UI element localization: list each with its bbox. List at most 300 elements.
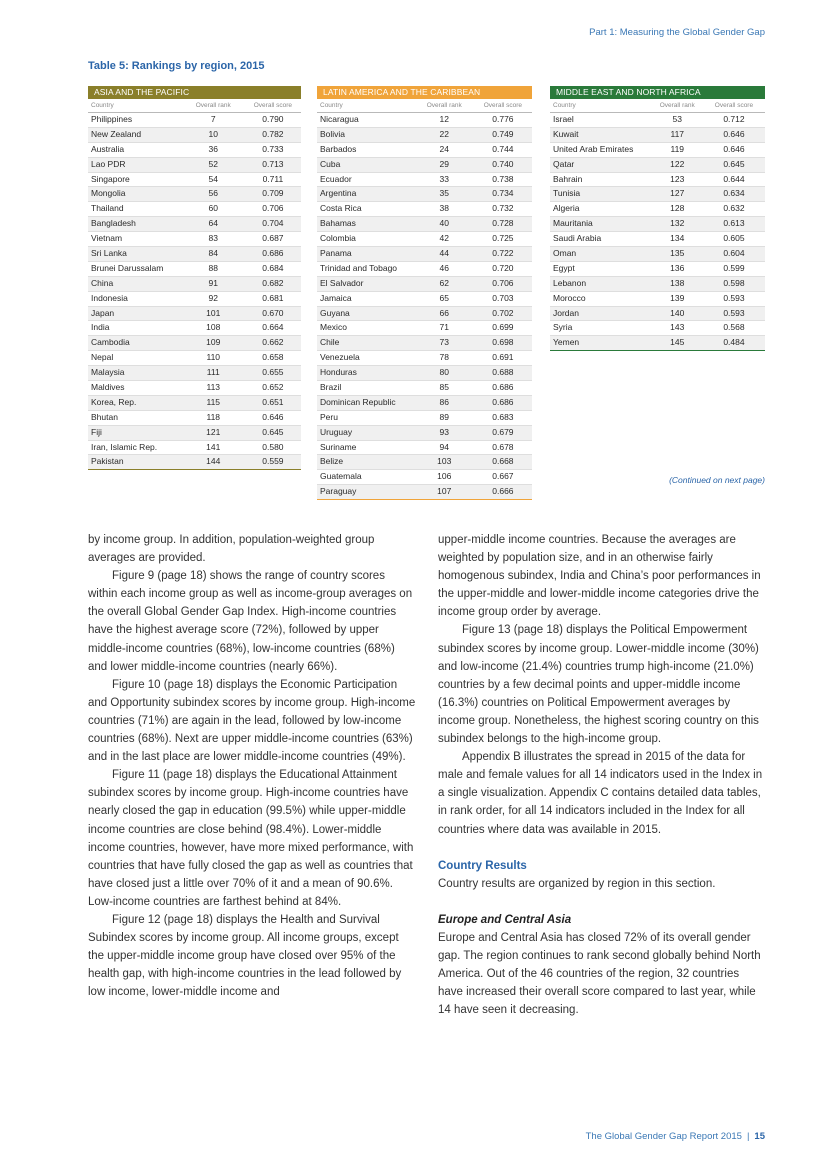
body-paragraph: Figure 13 (page 18) displays the Political Empowerment subindex scores by income group. Lower-middle income (30%) and low-income (21.4%) countries trump high-income (21.0%) countries by a few decimal points and upper-middle income (16.3%) countries on Political Empowerment averages by income group. Nonetheless, the highest scoring country on this subindex belongs to the high-income group. — [438, 624, 759, 746]
col-head-rank: Overall rank — [195, 102, 231, 109]
continued-note: (Continued on next page) — [669, 475, 765, 485]
footer-separator: | — [746, 1131, 750, 1142]
cell-country: Brunei Darussalam — [91, 262, 164, 273]
cell-rank: 121 — [206, 426, 221, 437]
cell-country: Indonesia — [91, 292, 128, 303]
cell-rank: 119 — [670, 143, 685, 154]
cell-score: 0.559 — [262, 456, 284, 467]
cell-rank: 56 — [208, 188, 218, 199]
subsection-heading-europe: Europe and Central Asia — [438, 913, 572, 926]
cell-rank: 64 — [208, 218, 218, 229]
cell-score: 0.644 — [723, 173, 745, 184]
table-row — [317, 426, 532, 441]
cell-score: 0.658 — [262, 352, 284, 363]
running-head: Part 1: Measuring the Global Gender Gap — [589, 27, 765, 38]
table-row — [317, 470, 532, 485]
cell-rank: 52 — [208, 158, 218, 169]
cell-rank: 46 — [439, 262, 449, 273]
cell-country: Bahrain — [553, 173, 583, 184]
cell-country: Argentina — [320, 188, 357, 199]
body-paragraph: Figure 9 (page 18) shows the range of country scores within each income group as well as income-group averages on the overall Global Gender Gap Index. High-income countries have the highest average score (72%), followed by upper middle-income countries (68%), low-income countries (68%) and lower middle-income countries (nearly 66%). — [88, 570, 413, 673]
cell-country: Cuba — [320, 158, 341, 169]
cell-rank: 108 — [206, 322, 221, 333]
cell-score: 0.632 — [723, 203, 745, 214]
cell-country: Fiji — [91, 426, 102, 437]
cell-country: Colombia — [320, 233, 356, 244]
cell-rank: 36 — [208, 143, 218, 154]
table-row — [317, 455, 532, 470]
cell-country: Bolivia — [320, 128, 346, 139]
table-row — [88, 351, 301, 366]
cell-rank: 101 — [206, 307, 221, 318]
cell-score: 0.733 — [262, 143, 284, 154]
table-row — [88, 455, 301, 470]
cell-country: Bhutan — [91, 411, 118, 422]
body-column-right — [438, 531, 766, 1019]
cell-country: Algeria — [553, 203, 580, 214]
cell-score: 0.706 — [262, 203, 284, 214]
cell-country: Jamaica — [320, 292, 352, 303]
table-row — [88, 336, 301, 351]
cell-score: 0.686 — [492, 382, 514, 393]
table-row — [317, 217, 532, 232]
cell-country: Nepal — [91, 352, 114, 363]
cell-score: 0.686 — [492, 396, 514, 407]
cell-rank: 62 — [439, 277, 449, 288]
cell-country: Brazil — [320, 382, 342, 393]
cell-country: Guatemala — [320, 471, 362, 482]
cell-country: Vietnam — [91, 233, 123, 244]
cell-score: 0.713 — [262, 158, 284, 169]
cell-score: 0.668 — [492, 456, 514, 467]
table-row — [317, 381, 532, 396]
cell-rank: 40 — [439, 218, 449, 229]
cell-country: Japan — [91, 307, 115, 318]
cell-rank: 128 — [670, 203, 685, 214]
cell-rank: 136 — [670, 262, 685, 273]
cell-country: Malaysia — [91, 367, 125, 378]
cell-score: 0.728 — [492, 218, 514, 229]
region-table-asia — [88, 86, 301, 470]
cell-rank: 115 — [206, 396, 221, 407]
table-rows — [550, 113, 765, 351]
cell-country: Uruguay — [320, 426, 353, 437]
cell-country: Maldives — [91, 382, 125, 393]
cell-score: 0.599 — [723, 262, 745, 273]
cell-score: 0.686 — [262, 248, 284, 259]
cell-score: 0.712 — [723, 114, 745, 124]
table-row — [88, 187, 301, 202]
cell-rank: 117 — [670, 128, 685, 139]
table-row — [88, 232, 301, 247]
table-row — [317, 441, 532, 456]
page-number: 15 — [754, 1131, 765, 1142]
cell-country: Qatar — [553, 158, 575, 169]
cell-score: 0.681 — [262, 292, 284, 303]
cell-rank: 33 — [439, 173, 449, 184]
cell-rank: 118 — [206, 411, 221, 422]
cell-country: Kuwait — [553, 128, 579, 139]
col-head-country: Country — [91, 102, 114, 109]
cell-country: Barbados — [320, 143, 357, 154]
table-row — [550, 307, 765, 322]
cell-score: 0.682 — [262, 277, 284, 288]
cell-score: 0.709 — [262, 188, 284, 199]
cell-score: 0.484 — [723, 337, 745, 348]
cell-score: 0.782 — [262, 128, 284, 139]
cell-score: 0.698 — [492, 337, 514, 348]
region-table-mena — [550, 86, 765, 351]
cell-country: Korea, Rep. — [91, 396, 137, 407]
cell-country: Yemen — [553, 337, 580, 348]
cell-country: Mauritania — [553, 218, 593, 229]
table-row — [88, 426, 301, 441]
cell-score: 0.679 — [492, 426, 514, 437]
table-row — [88, 128, 301, 143]
table-row — [88, 366, 301, 381]
cell-country: Venezuela — [320, 352, 360, 363]
cell-rank: 111 — [206, 367, 220, 378]
column-headers — [550, 99, 765, 113]
cell-country: Israel — [553, 114, 574, 124]
cell-score: 0.722 — [492, 248, 514, 259]
footer-report-title: The Global Gender Gap Report 2015 — [585, 1131, 742, 1142]
cell-score: 0.652 — [262, 382, 284, 393]
cell-score: 0.732 — [492, 203, 514, 214]
cell-rank: 84 — [208, 248, 218, 259]
cell-rank: 107 — [437, 486, 452, 497]
body-paragraph: Figure 11 (page 18) displays the Educational Attainment subindex scores by income group. High-income countries have nearly closed the gap in education (99.5%) while upper-middle income countries are close behind (98.4%). Lower-middle income countries, however, have more mixed performance, with countries that have fully closed the gap as well as countries that have closed just a little over 70% of it and a mean of 90.6%. Low-income countries are farthest behind at 84%. — [88, 769, 414, 908]
col-head-score: Overall score — [253, 102, 293, 109]
cell-rank: 89 — [439, 411, 449, 422]
cell-score: 0.702 — [492, 307, 514, 318]
table-row — [88, 411, 301, 426]
table-row — [550, 202, 765, 217]
table-row — [88, 143, 301, 158]
cell-score: 0.749 — [492, 128, 514, 139]
body-paragraph: Figure 10 (page 18) displays the Economic Participation and Opportunity subindex scores by income group. High-income countries (71%) are again in the lead, followed by low-income countries (68%). Next are upper middle-income countries (63%) and in the last place are lower middle-income countries (49%). — [88, 678, 416, 764]
body-column-left — [88, 531, 416, 1001]
cell-rank: 91 — [208, 277, 218, 288]
table-row — [88, 113, 301, 128]
body-paragraph: Figure 12 (page 18) displays the Health and Survival Subindex scores by income group. All income groups, except the upper-middle income group have closed over 95% of the health gap, with high-income countries in the lead followed by low income, lower-middle income and — [88, 913, 402, 999]
cell-country: Peru — [320, 411, 338, 422]
cell-score: 0.738 — [492, 173, 514, 184]
cell-country: United Arab Emirates — [553, 143, 634, 154]
table-title: Table 5: Rankings by region, 2015 — [88, 60, 265, 72]
cell-rank: 122 — [670, 158, 685, 169]
cell-rank: 35 — [439, 188, 449, 199]
cell-rank: 92 — [208, 292, 218, 303]
body-paragraph: Appendix B illustrates the spread in 2015 of the data for male and female values for all 14 indicators used in the Index in a single visualization. Appendix C contains detailed data tables, in rank order, for all 14 indicators included in the Index for all countries where data was available in 2015. — [438, 751, 763, 836]
cell-score: 0.634 — [723, 188, 745, 199]
cell-country: Guyana — [320, 307, 350, 318]
table-row — [317, 277, 532, 292]
cell-score: 0.711 — [262, 173, 284, 184]
cell-country: Cambodia — [91, 337, 130, 348]
cell-score: 0.605 — [723, 233, 745, 244]
cell-score: 0.704 — [262, 218, 284, 229]
table-row — [550, 262, 765, 277]
table-row — [317, 143, 532, 158]
cell-country: Pakistan — [91, 456, 124, 467]
table-row — [88, 247, 301, 262]
table-row — [550, 128, 765, 143]
cell-rank: 66 — [439, 307, 449, 318]
cell-score: 0.670 — [262, 307, 284, 318]
cell-rank: 88 — [208, 262, 218, 273]
cell-score: 0.646 — [723, 128, 745, 139]
cell-rank: 22 — [439, 128, 449, 139]
cell-country: Honduras — [320, 367, 357, 378]
cell-country: China — [91, 277, 114, 288]
cell-country: Saudi Arabia — [553, 233, 602, 244]
cell-country: Trinidad and Tobago — [320, 262, 398, 273]
region-header-mena: MIDDLE EAST AND NORTH AFRICA — [550, 86, 765, 99]
cell-score: 0.691 — [492, 352, 514, 363]
cell-rank: 145 — [670, 337, 685, 348]
cell-rank: 10 — [208, 128, 218, 139]
cell-rank: 134 — [670, 233, 685, 244]
cell-score: 0.744 — [492, 143, 514, 154]
region-table-latam — [317, 86, 532, 500]
region-header-asia: ASIA AND THE PACIFIC — [88, 86, 301, 99]
cell-rank: 113 — [206, 382, 221, 393]
cell-rank: 94 — [439, 441, 449, 452]
cell-country: Iran, Islamic Rep. — [91, 441, 158, 452]
table-row — [550, 113, 765, 128]
cell-rank: 65 — [439, 292, 449, 303]
cell-score: 0.678 — [492, 441, 514, 452]
cell-rank: 12 — [439, 114, 449, 124]
column-headers — [88, 99, 301, 113]
cell-country: Thailand — [91, 203, 124, 214]
cell-score: 0.683 — [492, 411, 514, 422]
cell-rank: 53 — [672, 114, 682, 124]
cell-country: Dominican Republic — [320, 396, 396, 407]
cell-score: 0.684 — [262, 262, 284, 273]
cell-score: 0.720 — [492, 262, 514, 273]
table-row — [317, 366, 532, 381]
cell-score: 0.790 — [262, 114, 284, 124]
body-paragraph: upper-middle income countries. Because the averages are weighted by population size, and in an otherwise fairly homogenous subindex, India and China’s poor performances in the upper-middle and lower-middle income categories drive the income group order by average. — [438, 534, 761, 619]
table-row — [317, 321, 532, 336]
table-row — [317, 336, 532, 351]
cell-rank: 71 — [439, 322, 449, 333]
cell-country: El Salvador — [320, 277, 364, 288]
cell-rank: 110 — [206, 352, 221, 363]
cell-country: Singapore — [91, 173, 130, 184]
table-row — [317, 232, 532, 247]
cell-rank: 138 — [670, 277, 685, 288]
table-row — [88, 158, 301, 173]
cell-country: Lao PDR — [91, 158, 126, 169]
cell-score: 0.664 — [262, 322, 284, 333]
table-row — [550, 143, 765, 158]
cell-rank: 127 — [670, 188, 685, 199]
page-footer — [586, 1131, 765, 1142]
table-row — [88, 321, 301, 336]
cell-country: Mongolia — [91, 188, 126, 199]
table-row — [550, 277, 765, 292]
cell-rank: 83 — [208, 233, 218, 244]
table-row — [550, 321, 765, 336]
cell-country: Panama — [320, 248, 352, 259]
cell-score: 0.593 — [723, 307, 745, 318]
table-row — [317, 262, 532, 277]
table-row — [550, 187, 765, 202]
cell-country: Belize — [320, 456, 344, 467]
cell-score: 0.655 — [262, 367, 284, 378]
cell-country: Morocco — [553, 292, 586, 303]
cell-rank: 140 — [670, 307, 685, 318]
cell-rank: 144 — [206, 456, 221, 467]
cell-score: 0.604 — [723, 248, 745, 259]
body-paragraph: by income group. In addition, population-weighted group averages are provided. — [88, 534, 375, 565]
cell-score: 0.662 — [262, 337, 284, 348]
cell-score: 0.645 — [262, 426, 284, 437]
body-paragraph: Country results are organized by region in this section. — [438, 877, 716, 890]
cell-country: Australia — [91, 143, 125, 154]
table-row — [88, 381, 301, 396]
cell-rank: 93 — [439, 426, 449, 437]
table-row — [317, 187, 532, 202]
cell-rank: 38 — [439, 203, 449, 214]
cell-rank: 143 — [670, 322, 685, 333]
cell-country: Suriname — [320, 441, 357, 452]
table-row — [317, 485, 532, 500]
cell-score: 0.667 — [492, 471, 514, 482]
cell-rank: 44 — [439, 248, 449, 259]
cell-rank: 24 — [439, 143, 449, 154]
cell-rank: 106 — [437, 471, 452, 482]
cell-rank: 29 — [439, 158, 449, 169]
table-row — [550, 336, 765, 351]
table-rows — [88, 113, 301, 470]
cell-score: 0.740 — [492, 158, 514, 169]
cell-score: 0.651 — [262, 396, 284, 407]
table-row — [317, 351, 532, 366]
table-row — [88, 396, 301, 411]
cell-score: 0.699 — [492, 322, 514, 333]
table-row — [88, 277, 301, 292]
table-row — [88, 173, 301, 188]
cell-score: 0.706 — [492, 277, 514, 288]
cell-score: 0.646 — [262, 411, 284, 422]
table-row — [550, 217, 765, 232]
cell-rank: 54 — [208, 173, 218, 184]
cell-score: 0.776 — [492, 114, 514, 124]
cell-rank: 78 — [439, 352, 449, 363]
table-row — [550, 247, 765, 262]
cell-score: 0.613 — [723, 218, 745, 229]
cell-country: Egypt — [553, 262, 575, 273]
col-head-score: Overall score — [483, 102, 523, 109]
cell-rank: 42 — [439, 233, 449, 244]
cell-country: Bangladesh — [91, 218, 136, 229]
column-headers — [317, 99, 532, 113]
cell-rank: 141 — [206, 441, 221, 452]
table-row — [317, 396, 532, 411]
table-row — [88, 217, 301, 232]
table-row — [550, 232, 765, 247]
cell-rank: 86 — [439, 396, 449, 407]
cell-rank: 109 — [206, 337, 221, 348]
cell-score: 0.580 — [262, 441, 284, 452]
cell-rank: 80 — [439, 367, 449, 378]
table-row — [550, 158, 765, 173]
cell-rank: 132 — [670, 218, 685, 229]
cell-country: India — [91, 322, 110, 333]
table-row — [317, 113, 532, 128]
cell-rank: 123 — [670, 173, 685, 184]
cell-country: Costa Rica — [320, 203, 362, 214]
table-row — [88, 292, 301, 307]
cell-score: 0.646 — [723, 143, 745, 154]
table-row — [317, 173, 532, 188]
table-rows — [317, 113, 532, 500]
cell-country: Sri Lanka — [91, 248, 127, 259]
cell-rank: 85 — [439, 382, 449, 393]
cell-rank: 7 — [210, 114, 216, 124]
cell-score: 0.598 — [723, 277, 745, 288]
cell-score: 0.593 — [723, 292, 745, 303]
cell-country: Jordan — [553, 307, 579, 318]
table-row — [88, 307, 301, 322]
cell-score: 0.703 — [492, 292, 514, 303]
cell-country: Philippines — [91, 114, 133, 124]
table-row — [317, 411, 532, 426]
cell-score: 0.687 — [262, 233, 284, 244]
cell-country: Mexico — [320, 322, 347, 333]
cell-rank: 135 — [670, 248, 685, 259]
cell-country: Oman — [553, 248, 577, 259]
table-row — [550, 173, 765, 188]
cell-country: Nicaragua — [320, 114, 359, 124]
cell-score: 0.645 — [723, 158, 745, 169]
cell-rank: 103 — [437, 456, 452, 467]
cell-rank: 139 — [670, 292, 685, 303]
table-row — [317, 128, 532, 143]
cell-country: New Zealand — [91, 128, 142, 139]
cell-country: Syria — [553, 322, 573, 333]
cell-rank: 60 — [208, 203, 218, 214]
col-head-country: Country — [553, 102, 576, 109]
body-paragraph: Europe and Central Asia has closed 72% of its overall gender gap. The region continues to rank second globally behind North America. Out of the 46 countries of the region, 32 countries have increased their overall score compared to last year, while 14 have seen it decreasing. — [438, 931, 761, 1017]
region-header-latam: LATIN AMERICA AND THE CARIBBEAN — [317, 86, 532, 99]
table-row — [317, 292, 532, 307]
table-row — [550, 292, 765, 307]
cell-score: 0.725 — [492, 233, 514, 244]
section-heading-country-results: Country Results — [438, 859, 527, 872]
table-row — [88, 202, 301, 217]
cell-score: 0.734 — [492, 188, 514, 199]
cell-score: 0.568 — [723, 322, 745, 333]
cell-country: Ecuador — [320, 173, 352, 184]
table-row — [317, 158, 532, 173]
cell-score: 0.666 — [492, 486, 514, 497]
col-head-rank: Overall rank — [659, 102, 695, 109]
cell-country: Lebanon — [553, 277, 587, 288]
cell-country: Paraguay — [320, 486, 357, 497]
col-head-rank: Overall rank — [426, 102, 462, 109]
col-head-score: Overall score — [714, 102, 754, 109]
table-row — [317, 202, 532, 217]
table-row — [317, 307, 532, 322]
cell-country: Tunisia — [553, 188, 581, 199]
table-row — [88, 441, 301, 456]
cell-country: Chile — [320, 337, 340, 348]
